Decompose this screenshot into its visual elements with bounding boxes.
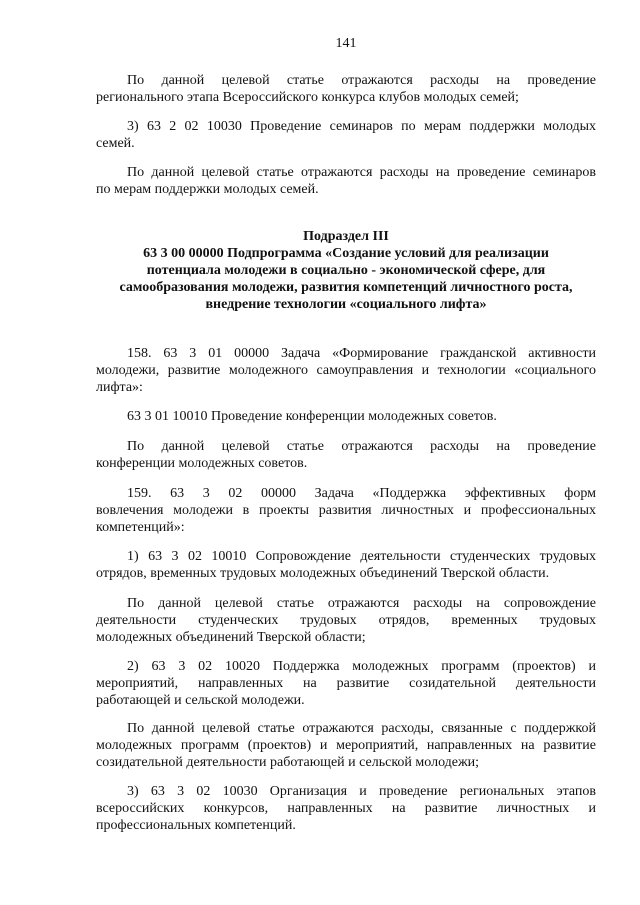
- paragraph-regional-stage-expenses: [96, 72, 596, 106]
- text-line: компетенций»:: [96, 520, 185, 535]
- text-line: 3) 63 2 02 10030 Проведение семинаров по мерам поддержки молодых: [127, 119, 596, 134]
- text-line: По данной целевой статье отражаются расходы на сопровождение: [127, 596, 596, 611]
- heading-line: Подраздел III: [303, 229, 389, 244]
- paragraph-task-159: [96, 485, 596, 536]
- heading-line: 63 3 00 00000 Подпрограмма «Создание условий для реализации: [143, 246, 549, 261]
- text-line: всероссийских конкурсов, направленных на развитие личностных и: [96, 801, 596, 816]
- text-line: по мерам поддержки молодых семей.: [96, 182, 319, 197]
- text-line: По данной целевой статье отражаются расходы на проведение семинаров: [127, 165, 596, 180]
- paragraph-task-158: [96, 345, 596, 396]
- text-line: 63 3 01 10010 Проведение конференции молодежных советов.: [127, 409, 497, 424]
- paragraph-youth-programs-expenses: [96, 720, 596, 771]
- paragraph-item-seminars: [96, 118, 596, 152]
- subsection-heading: [96, 228, 596, 313]
- text-line: По данной целевой статье отражаются расходы, связанные с поддержкой: [127, 721, 596, 736]
- text-line: 2) 63 3 02 10020 Поддержка молодежных программ (проектов) и: [127, 659, 596, 674]
- text-line: молодежных программ (проектов) и мероприятий, направленных на развитие: [96, 738, 596, 753]
- text-line: конференции молодежных советов.: [96, 456, 308, 471]
- text-line: 1) 63 3 02 10010 Сопровождение деятельности студенческих трудовых: [127, 549, 596, 564]
- text-line: регионального этапа Всероссийского конкурса клубов молодых семей;: [96, 90, 519, 105]
- paragraph-item-student-brigades: [96, 548, 596, 582]
- text-line: созидательной деятельности работающей и сельской молодежи;: [96, 755, 480, 770]
- heading-line: самообразования молодежи, развития компетенций личностного роста,: [119, 280, 573, 295]
- text-line: деятельности студенческих трудовых отрядов, временных трудовых: [96, 613, 596, 628]
- paragraph-youth-councils-expenses: [96, 438, 596, 472]
- paragraph-item-youth-programs: [96, 658, 596, 709]
- text-line: По данной целевой статье отражаются расходы на проведение: [127, 439, 596, 454]
- heading-line: внедрение технологии «социального лифта»: [205, 297, 487, 312]
- text-line: 158. 63 3 01 00000 Задача «Формирование гражданской активности: [127, 346, 596, 361]
- text-line: молодежи, развитие молодежного самоуправления и технологии «социального: [96, 363, 596, 378]
- text-line: отрядов, временных трудовых молодежных объединений Тверской области.: [96, 566, 550, 581]
- text-line: 159. 63 3 02 00000 Задача «Поддержка эффективных форм: [127, 486, 596, 501]
- text-line: вовлечения молодежи в проекты развития личностных и профессиональных: [96, 503, 596, 518]
- heading-line: потенциала молодежи в социально - экономической сфере, для: [146, 263, 546, 278]
- text-line: семей.: [96, 136, 135, 151]
- paragraph-seminars-expenses: [96, 164, 596, 198]
- text-line: профессиональных компетенций.: [96, 818, 296, 833]
- paragraph-student-brigades-expenses: [96, 595, 596, 646]
- text-line: лифта»:: [96, 380, 143, 395]
- paragraph-item-regional-contests: [96, 783, 596, 834]
- text-line: молодежных объединений Тверской области;: [96, 630, 366, 645]
- text-line: мероприятий, направленных на развитие созидательной деятельности: [96, 676, 596, 691]
- page-number: 141: [335, 36, 357, 51]
- text-line: По данной целевой статье отражаются расходы на проведение: [127, 73, 596, 88]
- text-line: работающей и сельской молодежи.: [96, 693, 305, 708]
- text-line: 3) 63 3 02 10030 Организация и проведение региональных этапов: [127, 784, 596, 799]
- paragraph-item-youth-councils: [96, 408, 596, 425]
